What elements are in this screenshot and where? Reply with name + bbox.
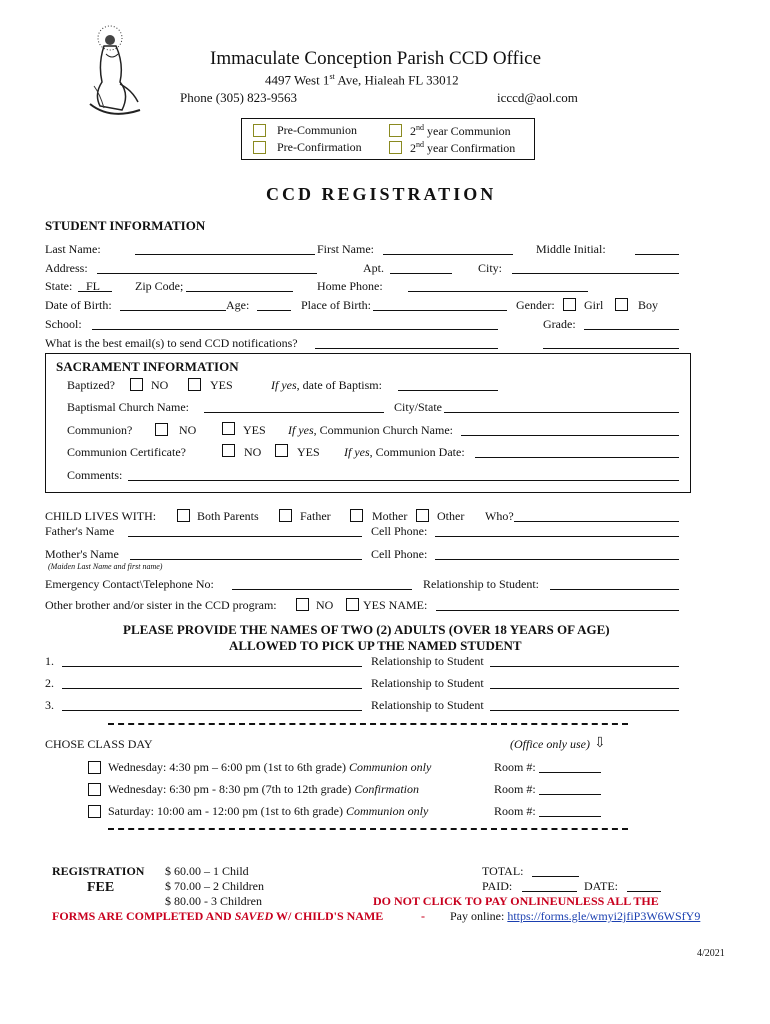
baptized-yes-checkbox[interactable] [188,378,201,391]
pay-online-label: Pay online: [450,909,508,923]
fee-three-children: $ 80.00 - 3 Children [165,894,262,908]
office-email: icccd@aol.com [497,90,578,105]
second-communion-checkbox[interactable] [389,124,402,137]
communion-yes-label: YES [243,423,266,437]
second-confirmation-checkbox[interactable] [389,141,402,154]
pickup-relationship-label-3: Relationship to Student [371,698,484,712]
mother-cell-label: Cell Phone: [371,547,428,561]
office-address: 4497 West 1st Ave, Hialeah FL 33012 [265,72,459,88]
total-field[interactable] [532,876,579,877]
pickup-name-field-3[interactable] [62,710,362,711]
pickup-relationship-field-3[interactable] [490,710,679,711]
state-field [78,291,112,292]
girl-label: Girl [584,298,604,312]
zip-field[interactable] [186,291,293,292]
dob-field[interactable] [120,310,226,311]
notice-dash: - [421,909,425,923]
form-title: CCD REGISTRATION [266,184,497,204]
communion-no-checkbox[interactable] [155,423,168,436]
pay-online-link[interactable]: https://forms.gle/wmyi2jfiP3W6WSfY9 [507,909,701,923]
pre-communion-label: Pre-Communion [277,123,357,137]
state-label: State: [45,279,73,293]
communion-church-label: If yes, Communion Church Name: [288,423,453,437]
siblings-yes-checkbox[interactable] [346,598,359,611]
last-name-label: Last Name: [45,242,101,256]
other-label: Other [437,509,465,523]
siblings-name-field[interactable] [436,610,679,611]
pickup-name-field-2[interactable] [62,688,362,689]
room-label-3: Room #: [494,804,536,818]
pre-communion-checkbox[interactable] [253,124,266,137]
saturday-checkbox[interactable] [88,805,101,818]
baptism-date-label: If yes, date of Baptism: [271,378,382,392]
baptized-label: Baptized? [67,378,115,392]
mothers-name-field[interactable] [130,559,362,560]
father-cell-field[interactable] [435,536,679,537]
saturday-label: Saturday: 10:00 am - 12:00 pm (1st to 6th grade) Communion only [108,804,429,818]
age-field[interactable] [257,310,291,311]
baptism-date-field[interactable] [398,390,498,391]
room-field-2[interactable] [539,794,601,795]
siblings-no-checkbox[interactable] [296,598,309,611]
payment-notice-line1: DO NOT CLICK TO PAY ONLINEUNLESS ALL THE [373,894,659,908]
class-day-top-divider [108,723,628,725]
office-title: Immaculate Conception Parish CCD Office [210,48,542,69]
pre-confirmation-label: Pre-Confirmation [277,140,362,154]
student-heading: STUDENT INFORMATION [45,218,206,233]
who-label: Who? [485,509,514,523]
gender-label: Gender: [516,298,555,312]
fee-one-child: $ 60.00 – 1 Child [165,864,249,878]
girl-checkbox[interactable] [563,298,576,311]
siblings-no-label: NO [316,598,334,612]
second-confirmation-label: 2nd year Confirmation [410,140,516,155]
mother-cell-field[interactable] [435,559,679,560]
state-value[interactable]: FL [86,279,101,293]
both-parents-label: Both Parents [197,509,259,523]
middle-initial-label: Middle Initial: [536,242,606,256]
pickup-number-3: 3. [45,698,54,712]
relationship-field[interactable] [550,589,679,590]
apt-field[interactable] [390,273,452,274]
city-field[interactable] [512,273,679,274]
place-of-birth-label: Place of Birth: [301,298,371,312]
siblings-label: Other brother and/or sister in the CCD program: [45,598,277,612]
city-state-field[interactable] [444,412,679,413]
both-parents-checkbox[interactable] [177,509,190,522]
address-label: Address: [45,261,88,275]
home-phone-label: Home Phone: [317,279,383,293]
middle-initial-field[interactable] [635,254,679,255]
second-communion-label: 2nd year Communion [410,123,511,138]
date-field[interactable] [627,891,661,892]
dob-label: Date of Birth: [45,298,112,312]
pickup-name-field-1[interactable] [62,666,362,667]
email-question-label: What is the best email(s) to send CCD notifications? [45,336,298,350]
emergency-field[interactable] [232,589,412,590]
pre-confirmation-checkbox[interactable] [253,141,266,154]
lives-with-label: CHILD LIVES WITH: [45,509,157,523]
pickup-number-2: 2. [45,676,54,690]
pickup-heading-2: ALLOWED TO PICK UP THE NAMED STUDENT [229,638,522,653]
pickup-relationship-field-2[interactable] [490,688,679,689]
father-cell-label: Cell Phone: [371,524,428,538]
pickup-number-1: 1. [45,654,54,668]
place-of-birth-field[interactable] [373,310,507,311]
fee-two-children: $ 70.00 – 2 Children [165,879,264,893]
baptized-yes-label: YES [210,378,233,392]
apt-label: Apt. [363,261,384,275]
siblings-yes-label: YES NAME: [363,598,428,612]
office-only-label: (Office only use) [510,737,590,751]
who-field[interactable] [514,521,679,522]
sacrament-heading: SACRAMENT INFORMATION [56,359,239,374]
school-label: School: [45,317,82,331]
grade-field[interactable] [584,329,679,330]
mothers-name-label: Mother's Name [45,547,119,561]
arrow-down-icon: ⇩ [594,736,606,751]
fee-label: FEE [87,880,115,895]
father-checkbox[interactable] [279,509,292,522]
pickup-relationship-label-2: Relationship to Student [371,676,484,690]
comments-label: Comments: [67,468,123,482]
other-checkbox[interactable] [416,509,429,522]
class-day-heading: CHOSE CLASS DAY [45,737,153,751]
paid-label: PAID: [482,879,513,893]
baptized-no-label: NO [151,378,169,392]
class-day-bottom-divider [108,828,628,830]
pickup-heading-1: PLEASE PROVIDE THE NAMES OF TWO (2) ADULTS (OVER 18 YEARS OF AGE) [123,622,610,637]
mother-label: Mother [372,509,408,523]
wednesday-late-checkbox[interactable] [88,783,101,796]
communion-yes-checkbox[interactable] [222,422,235,435]
father-label: Father [300,509,331,523]
boy-label: Boy [638,298,659,312]
last-name-field[interactable] [135,254,315,255]
cert-no-label: NO [244,445,262,459]
boy-checkbox[interactable] [615,298,628,311]
communion-date-field[interactable] [475,457,679,458]
fathers-name-label: Father's Name [45,524,115,538]
baptismal-church-field[interactable] [204,412,384,413]
office-phone: Phone (305) 823-9563 [180,90,297,105]
communion-label: Communion? [67,423,133,437]
baptized-no-checkbox[interactable] [130,378,143,391]
communion-cert-label: Communion Certificate? [67,445,186,459]
maiden-name-note: (Maiden Last Name and first name) [48,562,163,571]
cert-no-checkbox[interactable] [222,444,235,457]
pay-online-text [450,909,700,924]
wednesday-early-checkbox[interactable] [88,761,101,774]
zip-label: Zip Code; [135,279,184,293]
email-field-2[interactable] [543,348,679,349]
address-field[interactable] [97,273,317,274]
emergency-label: Emergency Contact\Telephone No: [45,577,214,591]
cert-yes-label: YES [297,445,320,459]
communion-church-field[interactable] [461,435,679,436]
communion-no-label: NO [179,423,197,437]
pickup-relationship-label-1: Relationship to Student [371,654,484,668]
baptismal-church-label: Baptismal Church Name: [67,400,189,414]
age-label: Age: [226,298,250,312]
room-field-1[interactable] [539,772,601,773]
city-label: City: [478,261,503,275]
room-label-1: Room #: [494,760,536,774]
first-name-label: First Name: [317,242,374,256]
total-label: TOTAL: [482,864,524,878]
wednesday-late-label: Wednesday: 6:30 pm - 8:30 pm (7th to 12th grade) Confirmation [108,782,420,796]
fathers-name-field[interactable] [128,536,362,537]
grade-label: Grade: [543,317,576,331]
wednesday-early-label: Wednesday: 4:30 pm – 6:00 pm (1st to 6th grade) Communion only [108,760,432,774]
cert-yes-checkbox[interactable] [275,444,288,457]
room-label-2: Room #: [494,782,536,796]
first-name-field[interactable] [383,254,513,255]
registration-label: REGISTRATION [52,864,145,878]
school-field[interactable] [92,329,498,330]
relationship-label: Relationship to Student: [423,577,539,591]
pickup-relationship-field-1[interactable] [490,666,679,667]
parish-logo-image [80,24,150,124]
mother-checkbox[interactable] [350,509,363,522]
payment-notice-line2: FORMS ARE COMPLETED AND SAVED W/ CHILD'S NAME [52,909,384,923]
paid-field[interactable] [522,891,577,892]
room-field-3[interactable] [539,816,601,817]
email-field-1[interactable] [315,348,498,349]
comments-field[interactable] [128,480,679,481]
communion-date-label: If yes, Communion Date: [344,445,465,459]
home-phone-field[interactable] [408,291,588,292]
form-version: 4/2021 [697,948,725,959]
date-label: DATE: [584,879,618,893]
city-state-label: City/State [394,400,442,414]
